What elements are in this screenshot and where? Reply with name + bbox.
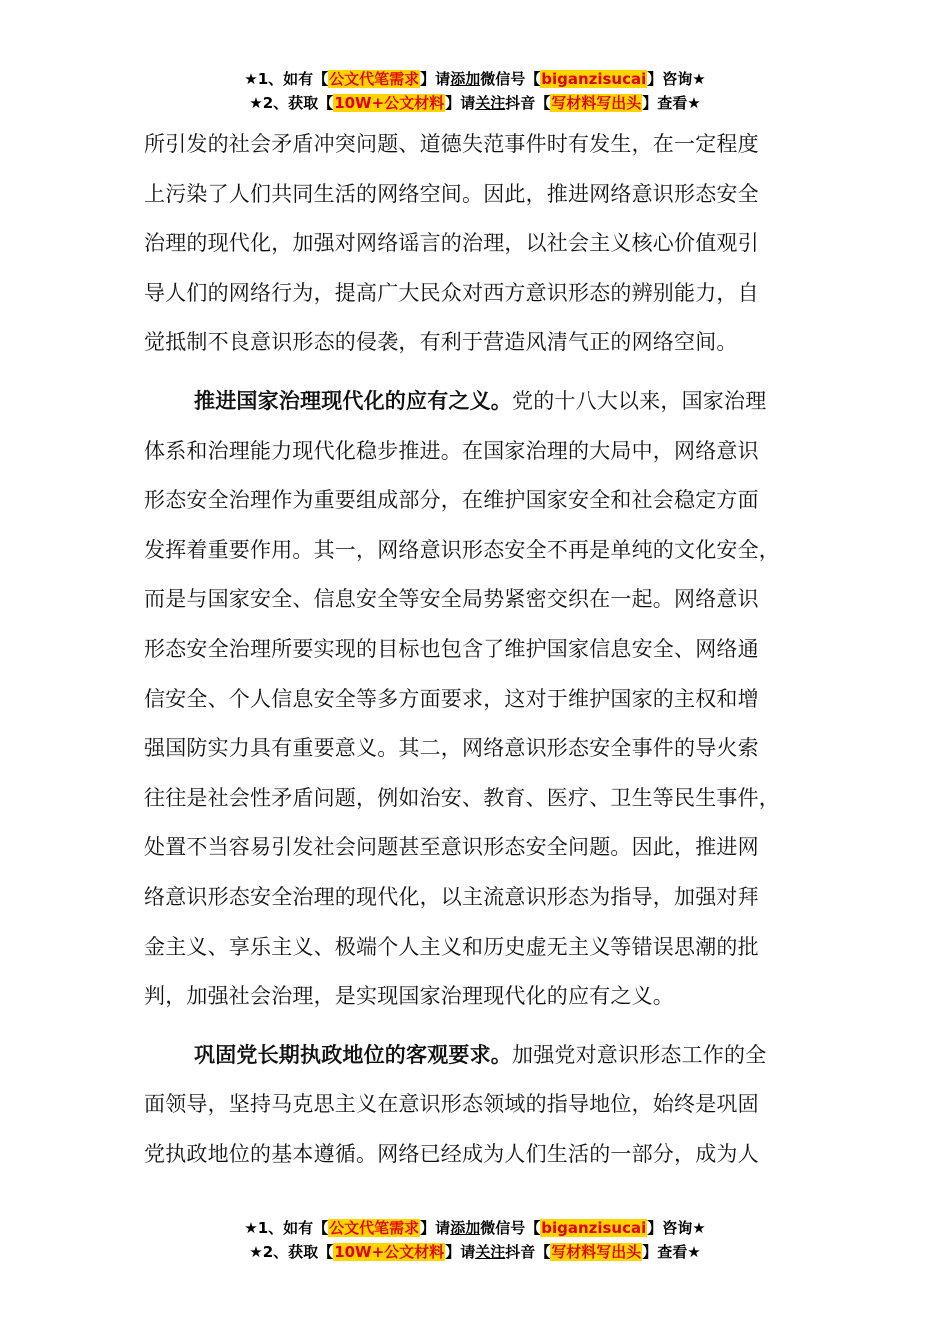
paragraph-3 xyxy=(144,1031,810,1180)
banner-line-1: ★1、如有【公文代笔需求】请添加微信号【biganzisucai】咨询★ xyxy=(244,70,706,88)
banner-highlight: 10W+公文材料 xyxy=(334,1243,445,1261)
header-banner xyxy=(0,67,950,115)
text-line: 党执政地位的基本遵循。网络已经成为人们生活的一部分，成为人 xyxy=(144,1141,759,1166)
banner-highlight: 10W+公文材料 xyxy=(334,94,445,112)
banner-highlight: biganzisucai xyxy=(541,70,647,88)
banner-highlight: biganzisucai xyxy=(541,1219,647,1237)
text-line: 面领导，坚持马克思主义在意识形态领域的指导地位，始终是巩固 xyxy=(144,1092,759,1117)
banner-highlight: 写材料写出头 xyxy=(551,94,642,112)
banner-line-2: ★2、获取【10W+公文材料】请关注抖音【写材料写出头】查看★ xyxy=(249,94,701,112)
text-line: 金主义、享乐主义、极端个人主义和历史虚无主义等错误思潮的批 xyxy=(144,934,759,959)
banner-highlight: 公文代笔需求 xyxy=(329,1219,420,1237)
paragraph-2 xyxy=(144,377,810,1022)
paragraph-heading: 巩固党长期执政地位的客观要求。 xyxy=(194,1042,512,1067)
text-line: 信安全、个人信息安全等多方面要求，这对于维护国家的主权和增 xyxy=(144,686,759,711)
text-line: 导人们的网络行为，提高广大民众对西方意识形态的辨别能力，自 xyxy=(144,280,759,305)
text-line: 形态安全治理所要实现的目标也包含了维护国家信息安全、网络通 xyxy=(144,636,759,661)
text-line: 体系和治理能力现代化稳步推进。在国家治理的大局中，网络意识 xyxy=(144,438,759,463)
text-line: 所引发的社会矛盾冲突问题、道德失范事件时有发生，在一定程度 xyxy=(144,132,759,156)
text-line: 络意识形态安全治理的现代化，以主流意识形态为指导，加强对拜 xyxy=(144,884,759,909)
text-line: 往往是社会性矛盾问题，例如治安、教育、医疗、卫生等民生事件， xyxy=(144,785,780,810)
banner-highlight: 公文代笔需求 xyxy=(329,70,420,88)
paragraph-heading: 推进国家治理现代化的应有之义。 xyxy=(194,388,512,413)
banner-line-1: ★1、如有【公文代笔需求】请添加微信号【biganzisucai】咨询★ xyxy=(244,1219,706,1237)
text-line: 推进国家治理现代化的应有之义。党的十八大以来，国家治理 xyxy=(194,388,767,413)
text-line: 处置不当容易引发社会问题甚至意识形态安全问题。因此，推进网 xyxy=(144,835,759,860)
text-line: 发挥着重要作用。其一，网络意识形态安全不再是单纯的文化安全， xyxy=(144,537,780,562)
banner-line-2: ★2、获取【10W+公文材料】请关注抖音【写材料写出头】查看★ xyxy=(249,1243,701,1261)
text-line: 巩固党长期执政地位的客观要求。加强党对意识形态工作的全 xyxy=(194,1042,767,1067)
text-line: 上污染了人们共同生活的网络空间。因此，推进网络意识形态安全 xyxy=(144,181,759,206)
document-body xyxy=(144,120,810,1179)
paragraph-1 xyxy=(144,120,810,368)
text-line: 判，加强社会治理，是实现国家治理现代化的应有之义。 xyxy=(144,984,674,1009)
text-line: 形态安全治理作为重要组成部分，在维护国家安全和社会稳定方面 xyxy=(144,488,759,513)
footer-banner xyxy=(0,1216,950,1264)
text-line: 治理的现代化，加强对网络谣言的治理，以社会主义核心价值观引 xyxy=(144,231,759,256)
text-line: 强国防实力具有重要意义。其二，网络意识形态安全事件的导火索 xyxy=(144,736,759,761)
text-line: 而是与国家安全、信息安全等安全局势紧密交织在一起。网络意识 xyxy=(144,587,759,612)
text-line: 觉抵制不良意识形态的侵袭，有利于营造风清气正的网络空间。 xyxy=(144,330,738,355)
banner-highlight: 写材料写出头 xyxy=(551,1243,642,1261)
